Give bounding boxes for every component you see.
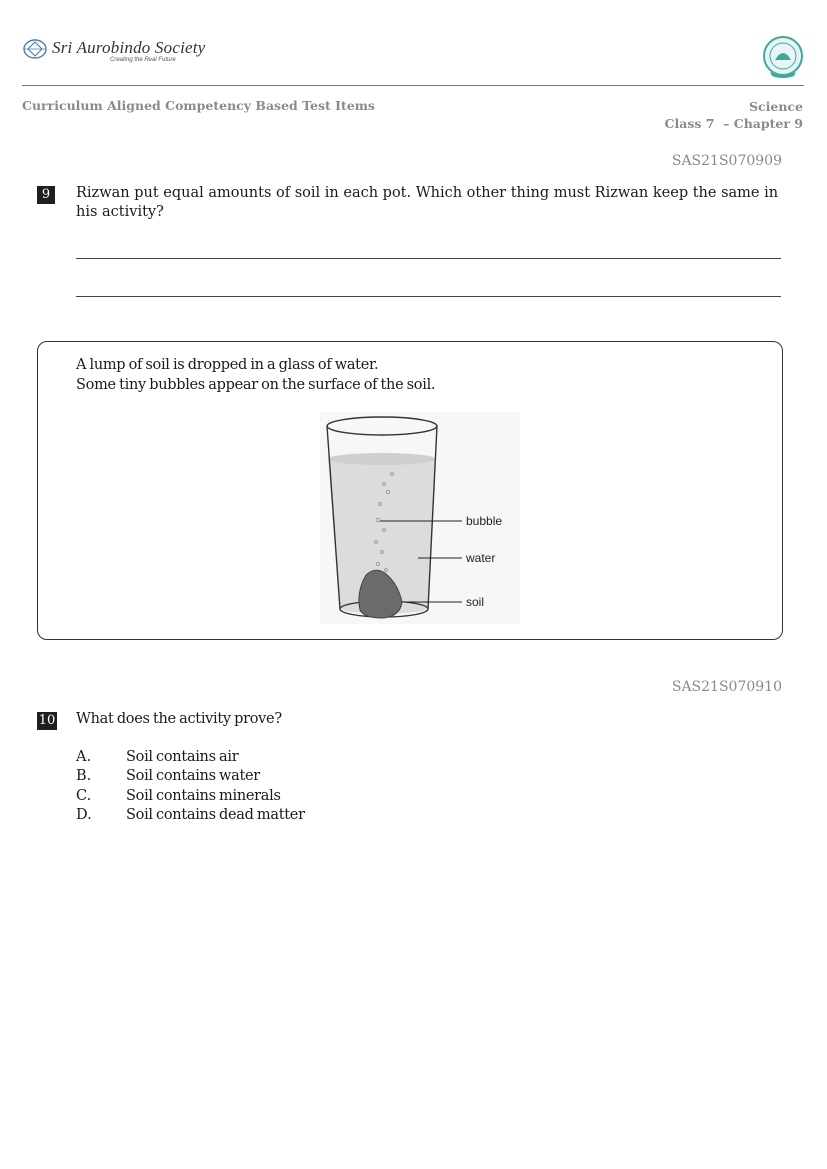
- question-text: What does the activity prove?: [76, 711, 282, 727]
- option-d-letter: D.: [76, 807, 92, 823]
- document-title: Curriculum Aligned Competency Based Test Items: [22, 98, 375, 113]
- logo-brand-text: Sri Aurobindo Society: [52, 38, 206, 57]
- question-number: 10: [38, 713, 56, 728]
- question-number: 9: [37, 186, 55, 204]
- option-c-letter: C.: [76, 788, 92, 804]
- stimulus-line-1: A lump of soil is dropped in a glass of water.: [76, 357, 379, 373]
- item-code: SAS21S070909: [671, 153, 782, 169]
- subject-label: Science: [749, 99, 803, 114]
- option-b[interactable]: Soil contains water: [126, 768, 260, 784]
- question-text: Rizwan put equal amounts of soil in each pot. Which other thing must Rizwan keep the same in his activity?: [76, 185, 779, 220]
- answer-line[interactable]: [76, 258, 781, 259]
- class-chapter-label: Class 7 – Chapter 9: [664, 116, 803, 131]
- lotus-emblem-icon: [22, 38, 48, 60]
- subject-info: [665, 98, 803, 132]
- option-c[interactable]: Soil contains minerals: [126, 788, 281, 804]
- water-surface: [328, 453, 436, 465]
- sri-aurobindo-society-logo: [22, 36, 206, 66]
- school-seal-logo: [760, 34, 806, 80]
- option-d[interactable]: Soil contains dead matter: [126, 807, 305, 823]
- answer-line[interactable]: [76, 296, 781, 297]
- bubble-label: bubble: [466, 514, 503, 528]
- soil-label: soil: [466, 595, 485, 609]
- option-b-letter: B.: [76, 768, 92, 784]
- glass-of-water-diagram: [320, 412, 520, 624]
- stimulus-line-2: Some tiny bubbles appear on the surface of the soil.: [76, 377, 436, 393]
- item-code: SAS21S070910: [671, 679, 782, 695]
- logo-tagline: Creating the Real Future: [110, 57, 176, 63]
- option-a-letter: A.: [76, 749, 92, 765]
- water-label: water: [466, 551, 496, 565]
- seal-emblem-icon: [760, 34, 806, 80]
- header-divider: [22, 85, 804, 86]
- stimulus-text: [76, 355, 435, 395]
- option-a[interactable]: Soil contains air: [126, 749, 239, 765]
